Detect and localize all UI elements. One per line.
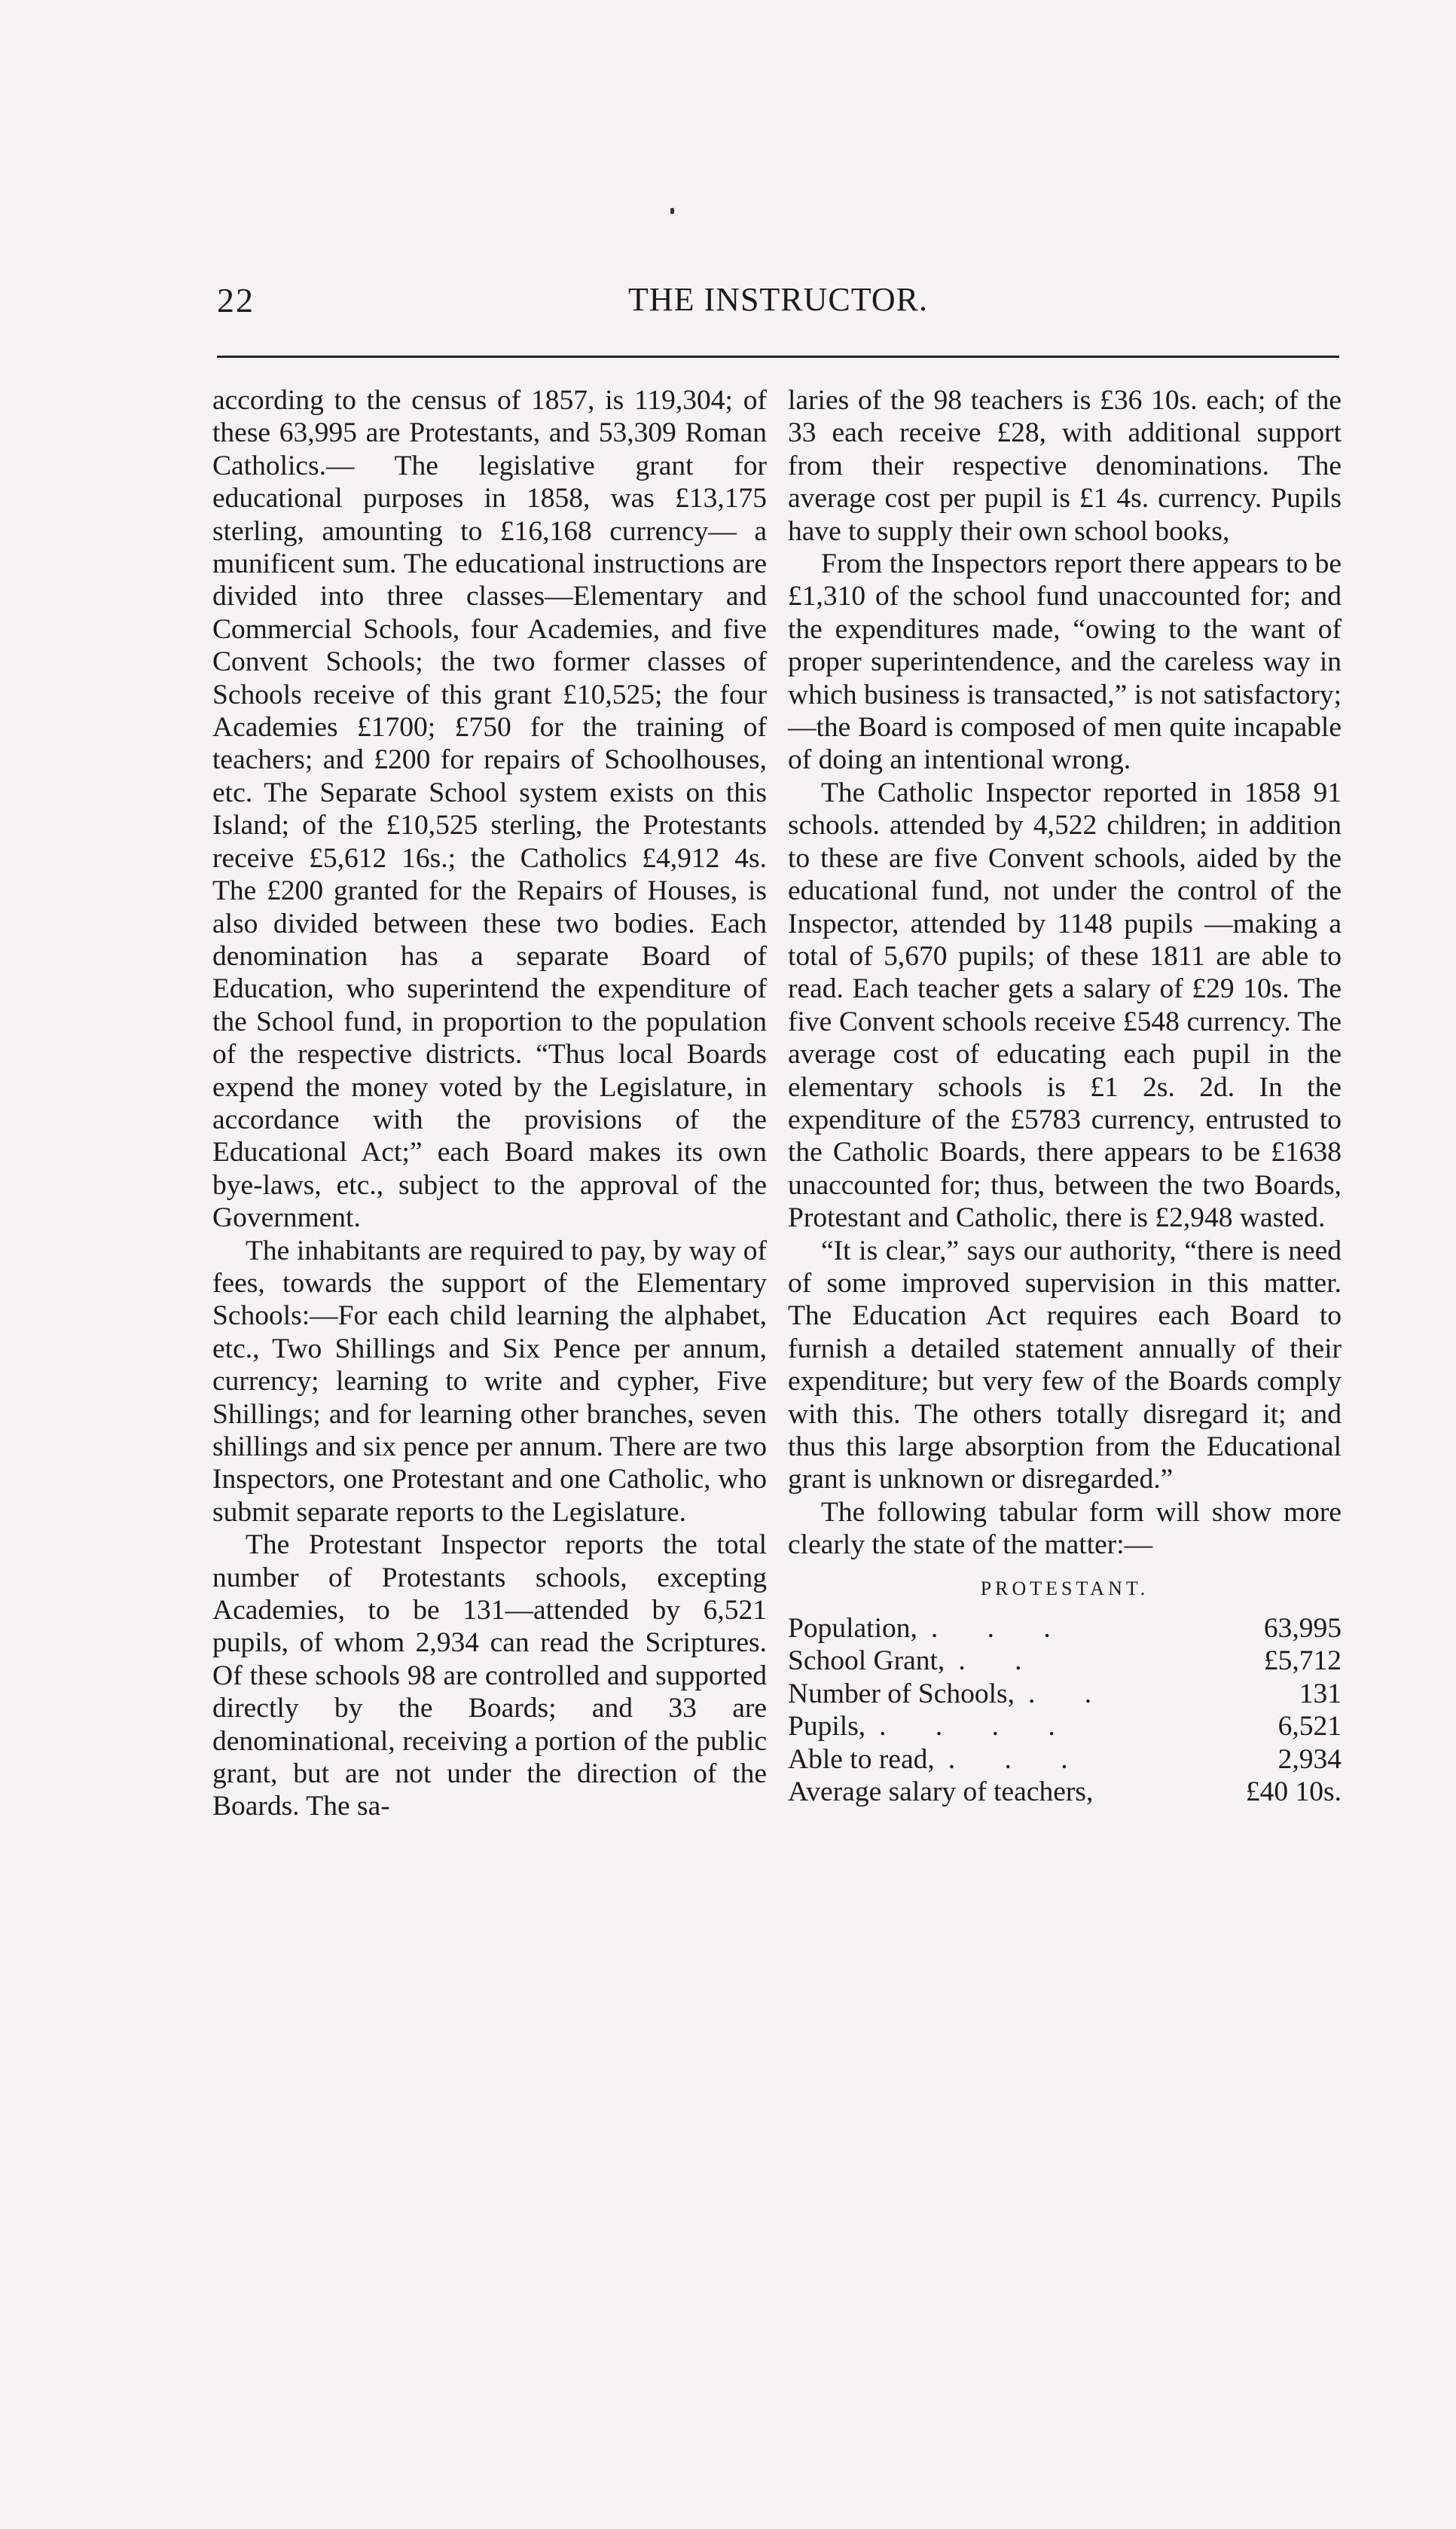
right-column — [788, 384, 1342, 1808]
table-row — [788, 1743, 1342, 1776]
row-value: £5,712 — [1263, 1645, 1342, 1677]
paragraph: “It is clear,” says our authority, “there is need of some improved supervision in this matter. The Education Act requires each Board to furnish a detailed statement annually of their expenditure; but very few of the Boards comply with this. The others totally disregard it; and thus this large absorption from the Educational grant is unknown or disregarded.” — [788, 1235, 1342, 1495]
page-number: 22 — [217, 281, 255, 319]
row-value: 63,995 — [1263, 1613, 1342, 1645]
row-label: Able to read, — [788, 1743, 935, 1775]
row-value: 131 — [1299, 1678, 1342, 1709]
paragraph: From the Inspectors report there appears to be £1,310 of the school fund unaccounted for; and the expenditures made, “owing to the want of proper superintendence, and the careless way in which business is transacted,” is not satisfactory;—the Board is composed of men quite incapable of doing an intentional wrong. — [788, 548, 1342, 776]
row-leader: . . . . — [879, 1711, 1076, 1743]
row-value: 6,521 — [1277, 1711, 1342, 1743]
row-label: Pupils, — [788, 1711, 866, 1743]
paragraph: The inhabitants are required to pay, by way of fees, towards the support of the Elementary Schools:—For each child learning the alphabet, etc., Two Shillings and Six Pence per annum, currency; learning to write and cypher, Five Shillings; and for learning other branches, seven shillings and six pence per annum. There are two Inspectors, one Protestant and one Catholic, who submit separate reports to the Legislature. — [212, 1235, 767, 1528]
paragraph: according to the census of 1857, is 119,304; of these 63,995 are Protestants, and 53,309 Roman Catholics.— The legislative grant for educational purposes in 1858, was £13,175 sterling, amounting to £16,168 currency— a munificent sum. The educational instructions are divided into three classes—Elementary and Commercial Schools, four Academies, and five Convent Schools; the two former classes of Schools receive of this grant £10,525; the four Academies £1700; £750 for the training of teachers; and £200 for repairs of Schoolhouses, etc. The Separate School system exists on this Island; of the £10,525 sterling, the Protestants receive £5,612 16s.; the Catholics £4,912 4s. The £200 granted for the Repairs of Houses, is also divided between these two bodies. Each denomination has a separate Board of Education, who superintend the expenditure of the School fund, in proportion to the population of the respective districts. “Thus local Boards expend the money voted by the Legislature, in accordance with the provisions of the Educational Act;” each Board makes its own bye-laws, etc., subject to the approval of the Government. — [212, 385, 767, 1234]
running-title: THE INSTRUCTOR. — [628, 281, 928, 318]
header-rule — [217, 356, 1339, 358]
row-value: 2,934 — [1277, 1743, 1342, 1775]
statistics-table — [788, 1572, 1342, 1809]
paragraph: The following tabular form will show more clearly the state of the matter:— — [788, 1496, 1342, 1561]
print-speck — [670, 208, 674, 214]
table-row — [788, 1612, 1342, 1645]
row-leader: . . — [1028, 1678, 1113, 1709]
page-header — [217, 280, 1339, 325]
row-value: £40 10s. — [1245, 1776, 1342, 1808]
row-label: Population, — [788, 1613, 917, 1645]
paragraph: The Catholic Inspector reported in 1858 91 schools. attended by 4,522 children; in addition to these are five Convent schools, aided by the educational fund, not under the control of the Inspector, attended by 1148 pupils —making a total of 5,670 pupils; of these 1811 are able to read. Each teacher gets a salary of £29 10s. The five Convent schools receive £548 currency. The average cost of educating each pupil in the elementary schools is £1 2s. 2d. In the expenditure of the £5783 currency, entrusted to the Catholic Boards, there appears to be £1638 unaccounted for; thus, between the two Boards, Protestant and Catholic, there is £2,948 wasted. — [788, 777, 1342, 1234]
table-heading: PROTESTANT. — [980, 1577, 1149, 1599]
row-leader: . . — [958, 1645, 1043, 1677]
row-leader: . . . — [930, 1613, 1072, 1645]
row-leader: . . . — [948, 1743, 1089, 1775]
table-row — [788, 1645, 1342, 1677]
table-row — [788, 1710, 1342, 1743]
paragraph: laries of the 98 teachers is £36 10s. each; of the 33 each receive £28, with additional support from their respective denominations. The average cost per pupil is £1 4s. currency. Pupils have to supply their own school books, — [788, 385, 1342, 547]
paragraph: The Protestant Inspector reports the total number of Protestants schools, excepting Academies, to be 131—attended by 6,521 pupils, of whom 2,934 can read the Scriptures. Of these schools 98 are controlled and supported directly by the Boards; and 33 are denominational, receiving a portion of the public grant, but are not under the direction of the Boards. The sa- — [212, 1529, 767, 1822]
row-label: Number of Schools, — [788, 1678, 1015, 1709]
table-row — [788, 1678, 1342, 1710]
row-label: Average salary of teachers, — [788, 1776, 1094, 1808]
table-row — [788, 1776, 1342, 1808]
row-label: School Grant, — [788, 1645, 945, 1677]
left-column — [212, 384, 767, 1823]
